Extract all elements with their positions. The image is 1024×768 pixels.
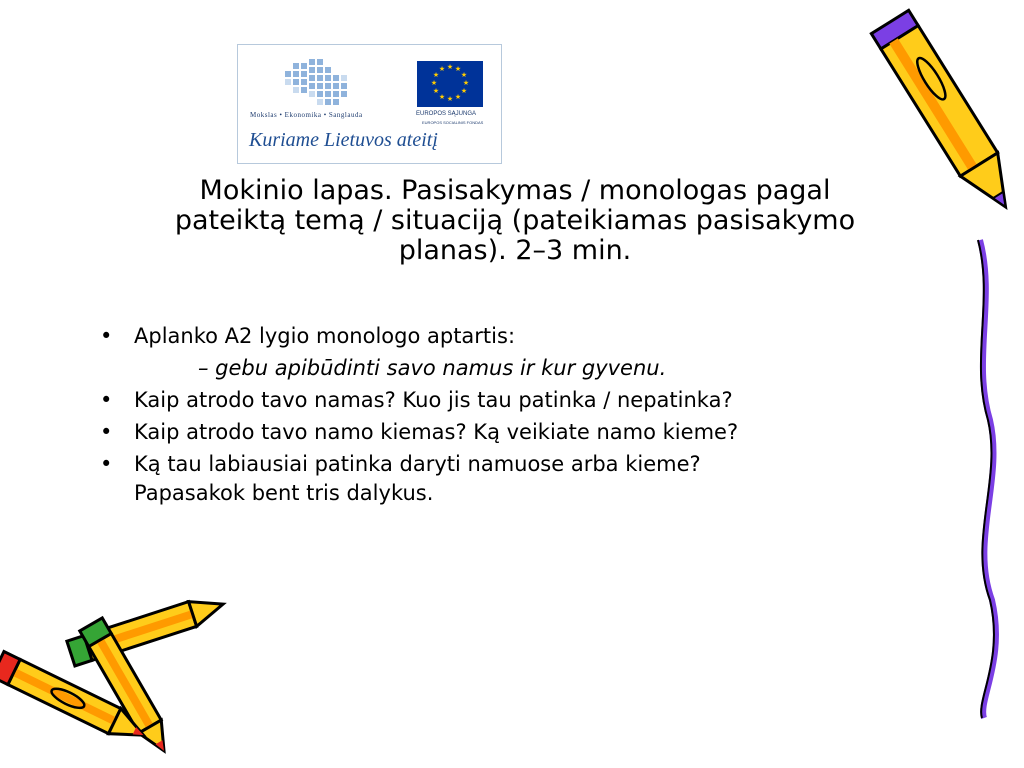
- project-logo: [237, 44, 502, 164]
- title-line-3: planas). 2–3 min.: [398, 235, 632, 266]
- list-item-text-continued: Papasakok bent tris dalykus.: [134, 481, 434, 505]
- list-item: [100, 386, 920, 415]
- list-item: [100, 450, 920, 508]
- list-item: [100, 322, 920, 351]
- svg-text:★: ★: [454, 93, 462, 101]
- svg-text:★: ★: [430, 79, 438, 87]
- svg-text:★: ★: [462, 79, 470, 87]
- logo-tagline: Kuriame Lietuvos ateitį: [249, 129, 438, 151]
- title-line-1: Mokinio lapas. Pasisakymas / monologas pagal: [199, 175, 831, 206]
- list-item-text: Kaip atrodo tavo namo kiemas? Ką veikiate namo kieme?: [134, 420, 739, 444]
- bullet-marker: •: [100, 420, 113, 444]
- svg-text:★: ★: [438, 93, 446, 101]
- bullet-marker: •: [100, 388, 113, 412]
- logo-caption-left: Mokslas • Ekonomika • Sanglauda: [250, 111, 363, 119]
- svg-text:★: ★: [454, 65, 462, 73]
- svg-text:★: ★: [446, 95, 454, 103]
- list-sub-item-text: – gebu apibūdinti savo namus ir kur gyvenu.: [198, 356, 667, 380]
- logo-caption-right: EUROPOS SĄJUNGA: [416, 111, 477, 117]
- svg-text:★: ★: [460, 71, 468, 79]
- logo-caption-small: EUROPOS SOCIALINIS FONDAS: [422, 120, 484, 125]
- list-item: [100, 418, 920, 447]
- svg-text:★: ★: [446, 63, 454, 71]
- list-item-text: Kaip atrodo tavo namas? Kuo jis tau patinka / nepatinka?: [134, 388, 733, 412]
- bullet-list: [100, 322, 920, 511]
- page-title: [110, 176, 920, 266]
- bullet-marker: •: [100, 324, 113, 348]
- bullet-marker: •: [100, 452, 113, 476]
- svg-text:★: ★: [460, 87, 468, 95]
- svg-text:★: ★: [432, 71, 440, 79]
- list-item-text: Ką tau labiausiai patinka daryti namuose arba kieme?: [134, 452, 701, 476]
- list-item-text: Aplanko A2 lygio monologo aptartis:: [134, 324, 516, 348]
- list-sub-item: [100, 354, 920, 383]
- title-line-2: pateiktą temą / situaciją (pateikiamas pasisakymo: [174, 205, 856, 236]
- svg-text:★: ★: [432, 87, 440, 95]
- svg-text:★: ★: [438, 65, 446, 73]
